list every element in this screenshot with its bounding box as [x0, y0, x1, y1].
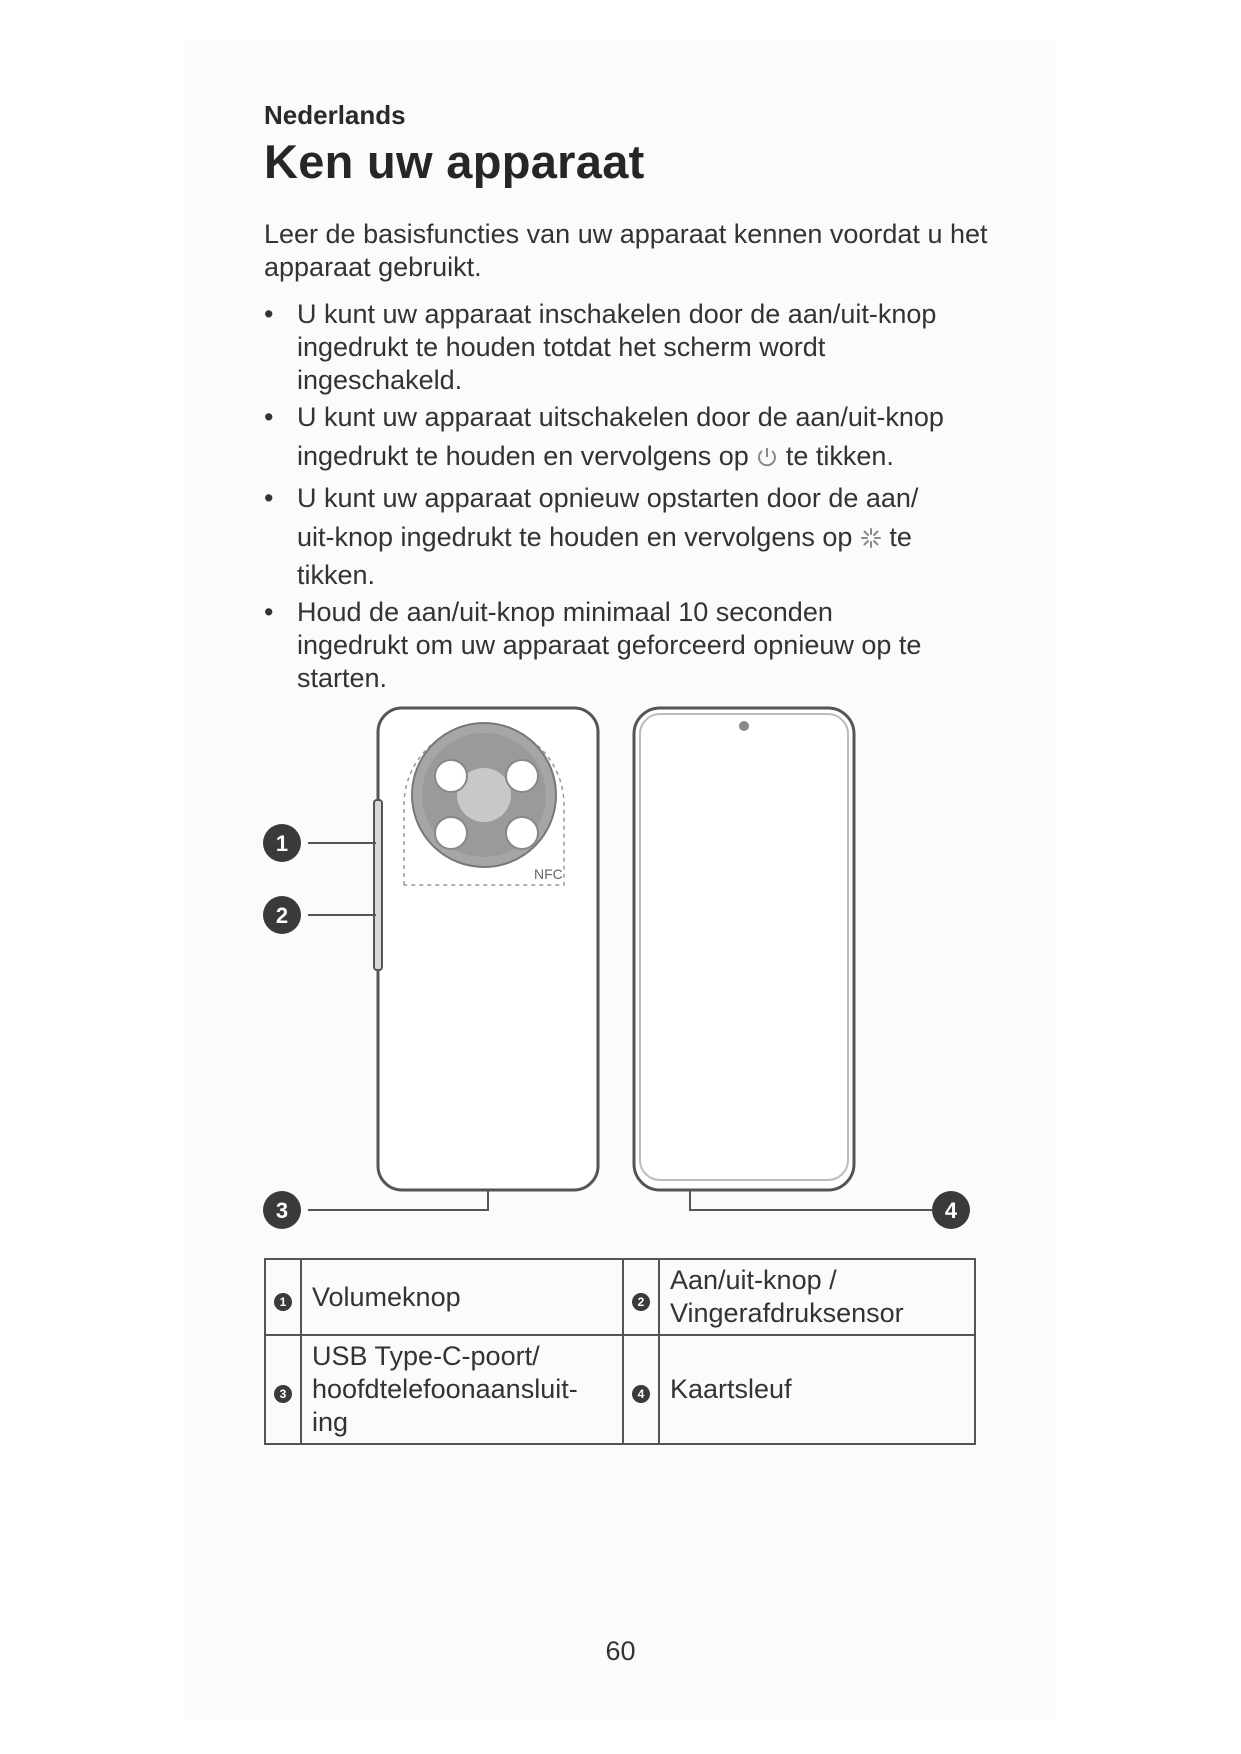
front-camera [739, 721, 749, 731]
legend-badge-4: 4 [632, 1385, 650, 1403]
svg-text:1: 1 [275, 831, 289, 856]
page-title: Ken uw apparaat [264, 135, 645, 188]
callout-4 [932, 1191, 970, 1229]
lens-top-right [506, 760, 538, 792]
phone-front [634, 708, 854, 1190]
bullet-restart: • U kunt uw apparaat opnieuw opstarten door de aan/ uit-knop ingedrukt te houden en vervolgens op te tikken. [264, 483, 919, 590]
lens-top-left [435, 760, 467, 792]
legend-label-power: Aan/uit-knop / [670, 1265, 837, 1295]
lens-bottom-left [435, 817, 467, 849]
legend-badge-1: 1 [274, 1293, 292, 1311]
table-row: 1 Volumeknop 2 Aan/uit-knop / Vingerafdruksensor [265, 1259, 975, 1335]
intro-paragraph: Leer de basisfuncties van uw apparaat kennen voordat u het apparaat gebruikt. [264, 219, 988, 282]
svg-text:4: 4 [944, 1198, 958, 1223]
legend-label-card-slot: Kaartsleuf [670, 1374, 792, 1404]
legend-badge-2: 2 [632, 1293, 650, 1311]
bullet-power-off: • U kunt uw apparaat uitschakelen door de aan/uit-knop ingedrukt te houden en vervolgens op te tikken. [264, 402, 944, 471]
bullet-force-restart: • Houd de aan/uit-knop minimaal 10 seconden ingedrukt om uw apparaat geforceerd opnieuw op te starten. [264, 597, 922, 693]
nfc-label: NFC [534, 866, 563, 882]
table-row: 3 USB Type-C-poort/ hoofdtelefoonaansluit- ing 4 Kaartsleuf [265, 1335, 975, 1444]
callout-3 [263, 1191, 301, 1229]
bullet-power-on: • U kunt uw apparaat inschakelen door de aan/uit-knop ingedrukt te houden totdat het scherm wordt ingeschakeld. [264, 299, 937, 395]
side-button-strip [374, 800, 382, 970]
legend-label-usb: USB Type-C-poort/ [312, 1341, 540, 1371]
legend-table [264, 1258, 976, 1445]
page-number: 60 [605, 1636, 636, 1666]
lens-bottom-right [506, 817, 538, 849]
language-label: Nederlands [264, 100, 406, 130]
svg-text:3: 3 [275, 1198, 289, 1223]
legend-label-volume: Volumeknop [312, 1281, 461, 1312]
callout-1 [263, 824, 301, 862]
legend-badge-3: 3 [274, 1385, 292, 1403]
svg-text:2: 2 [275, 903, 289, 928]
callout-2 [263, 896, 301, 934]
